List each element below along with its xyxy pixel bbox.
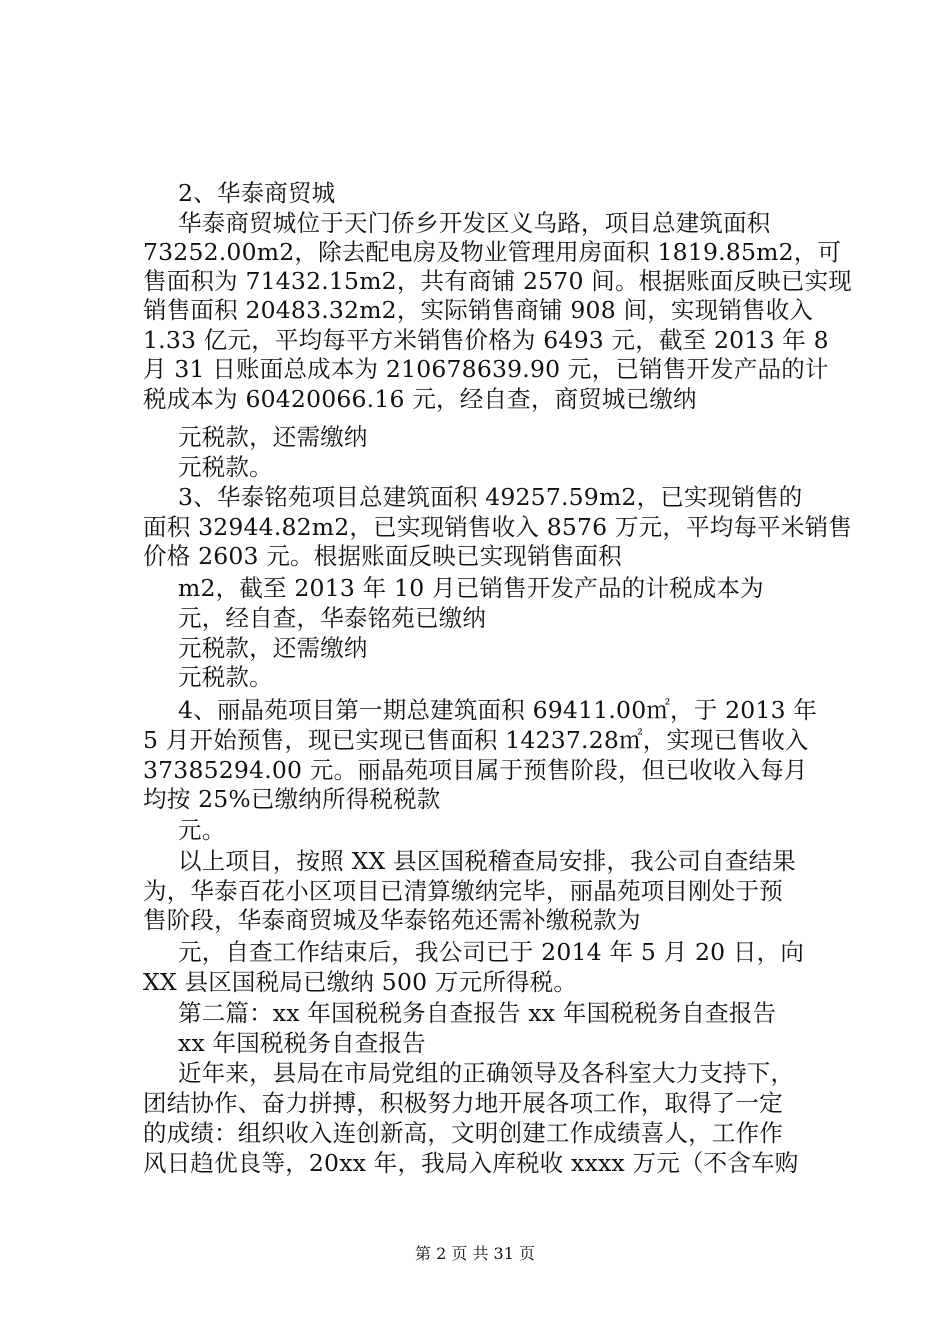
paragraph-line: 近年来，县局在市局党组的正确领导及各科室大力支持下， (178, 1059, 795, 1087)
paragraph-line: 73252.00m2，除去配电房及物业管理用房面积 1819.85m2，可 (143, 238, 842, 266)
paragraph-line: 5 月开始预售，现已实现已售面积 14237.28㎡，实现已售收入 (143, 726, 809, 754)
paragraph-line: 元，自查工作结束后，我公司已于 2014 年 5 月 20 日，向 (178, 938, 805, 966)
page-number-footer: 第 2 页 共 31 页 (415, 1244, 535, 1263)
paragraph-line: 销售面积 20483.32m2，实际销售商铺 908 间，实现销售收入 (143, 296, 814, 324)
paragraph-line: 37385294.00 元。丽晶苑项目属于预售阶段，但已收收入每月 (143, 756, 808, 784)
paragraph-line: 元税款。 (178, 663, 273, 691)
paragraph-line: 价格 2603 元。根据账面反映已实现销售面积 (143, 542, 622, 570)
paragraph-line: 1.33 亿元，平均每平方米销售价格为 6493 元，截至 2013 年 8 (143, 326, 829, 354)
paragraph-line: 的成绩：组织收入连创新高，文明创建工作成绩喜人，工作作 (143, 1119, 783, 1147)
section-heading: xx 年国税税务自查报告 (178, 1029, 426, 1057)
paragraph-line: 元。 (178, 816, 226, 844)
paragraph-line: 华泰商贸城位于天门侨乡开发区义乌路，项目总建筑面积 (178, 209, 771, 237)
paragraph-line: 元税款，还需缴纳 (178, 423, 368, 451)
paragraph-line: 元税款，还需缴纳 (178, 634, 368, 662)
paragraph-line: 元，经自查，华泰铭苑已缴纳 (178, 604, 487, 632)
paragraph-line: 风日趋优良等，20xx 年，我局入库税收 xxxx 万元（不含车购 (143, 1149, 799, 1177)
paragraph-line: 元税款。 (178, 453, 273, 481)
paragraph-line: 月 31 日账面总成本为 210678639.90 元，已销售开发产品的计 (143, 355, 829, 383)
paragraph-line: XX 县区国税局已缴纳 500 万元所得税。 (143, 968, 578, 996)
paragraph-line: 以上项目，按照 XX 县区国税稽查局安排，我公司自查结果 (178, 847, 796, 875)
section-heading: 2、华泰商贸城 (178, 179, 336, 207)
paragraph-line: 售阶段，华泰商贸城及华泰铭苑还需补缴税款为 (143, 906, 641, 934)
paragraph-line: 税成本为 60420066.16 元，经自查，商贸城已缴纳 (143, 385, 697, 413)
paragraph-line: 4、丽晶苑项目第一期总建筑面积 69411.00㎡，于 2013 年 (178, 696, 818, 724)
paragraph-line: 售面积为 71432.15m2，共有商铺 2570 间。根据账面反映已实现 (143, 267, 852, 295)
paragraph-line: 3、华泰铭苑项目总建筑面积 49257.59m2，已实现销售的 (178, 483, 803, 511)
paragraph-line: 面积 32944.82m2，已实现销售收入 8576 万元，平均每平米销售 (143, 513, 852, 541)
paragraph-line: 团结协作、奋力拼搏，积极努力地开展各项工作，取得了一定 (143, 1089, 783, 1117)
paragraph-line: 均按 25%已缴纳所得税税款 (143, 785, 441, 813)
paragraph-line: m2，截至 2013 年 10 月已销售开发产品的计税成本为 (178, 574, 764, 602)
section-heading: 第二篇：xx 年国税税务自查报告 xx 年国税税务自查报告 (178, 999, 777, 1027)
paragraph-line: 为，华泰百花小区项目已清算缴纳完毕，丽晶苑项目刚处于预 (143, 877, 783, 905)
